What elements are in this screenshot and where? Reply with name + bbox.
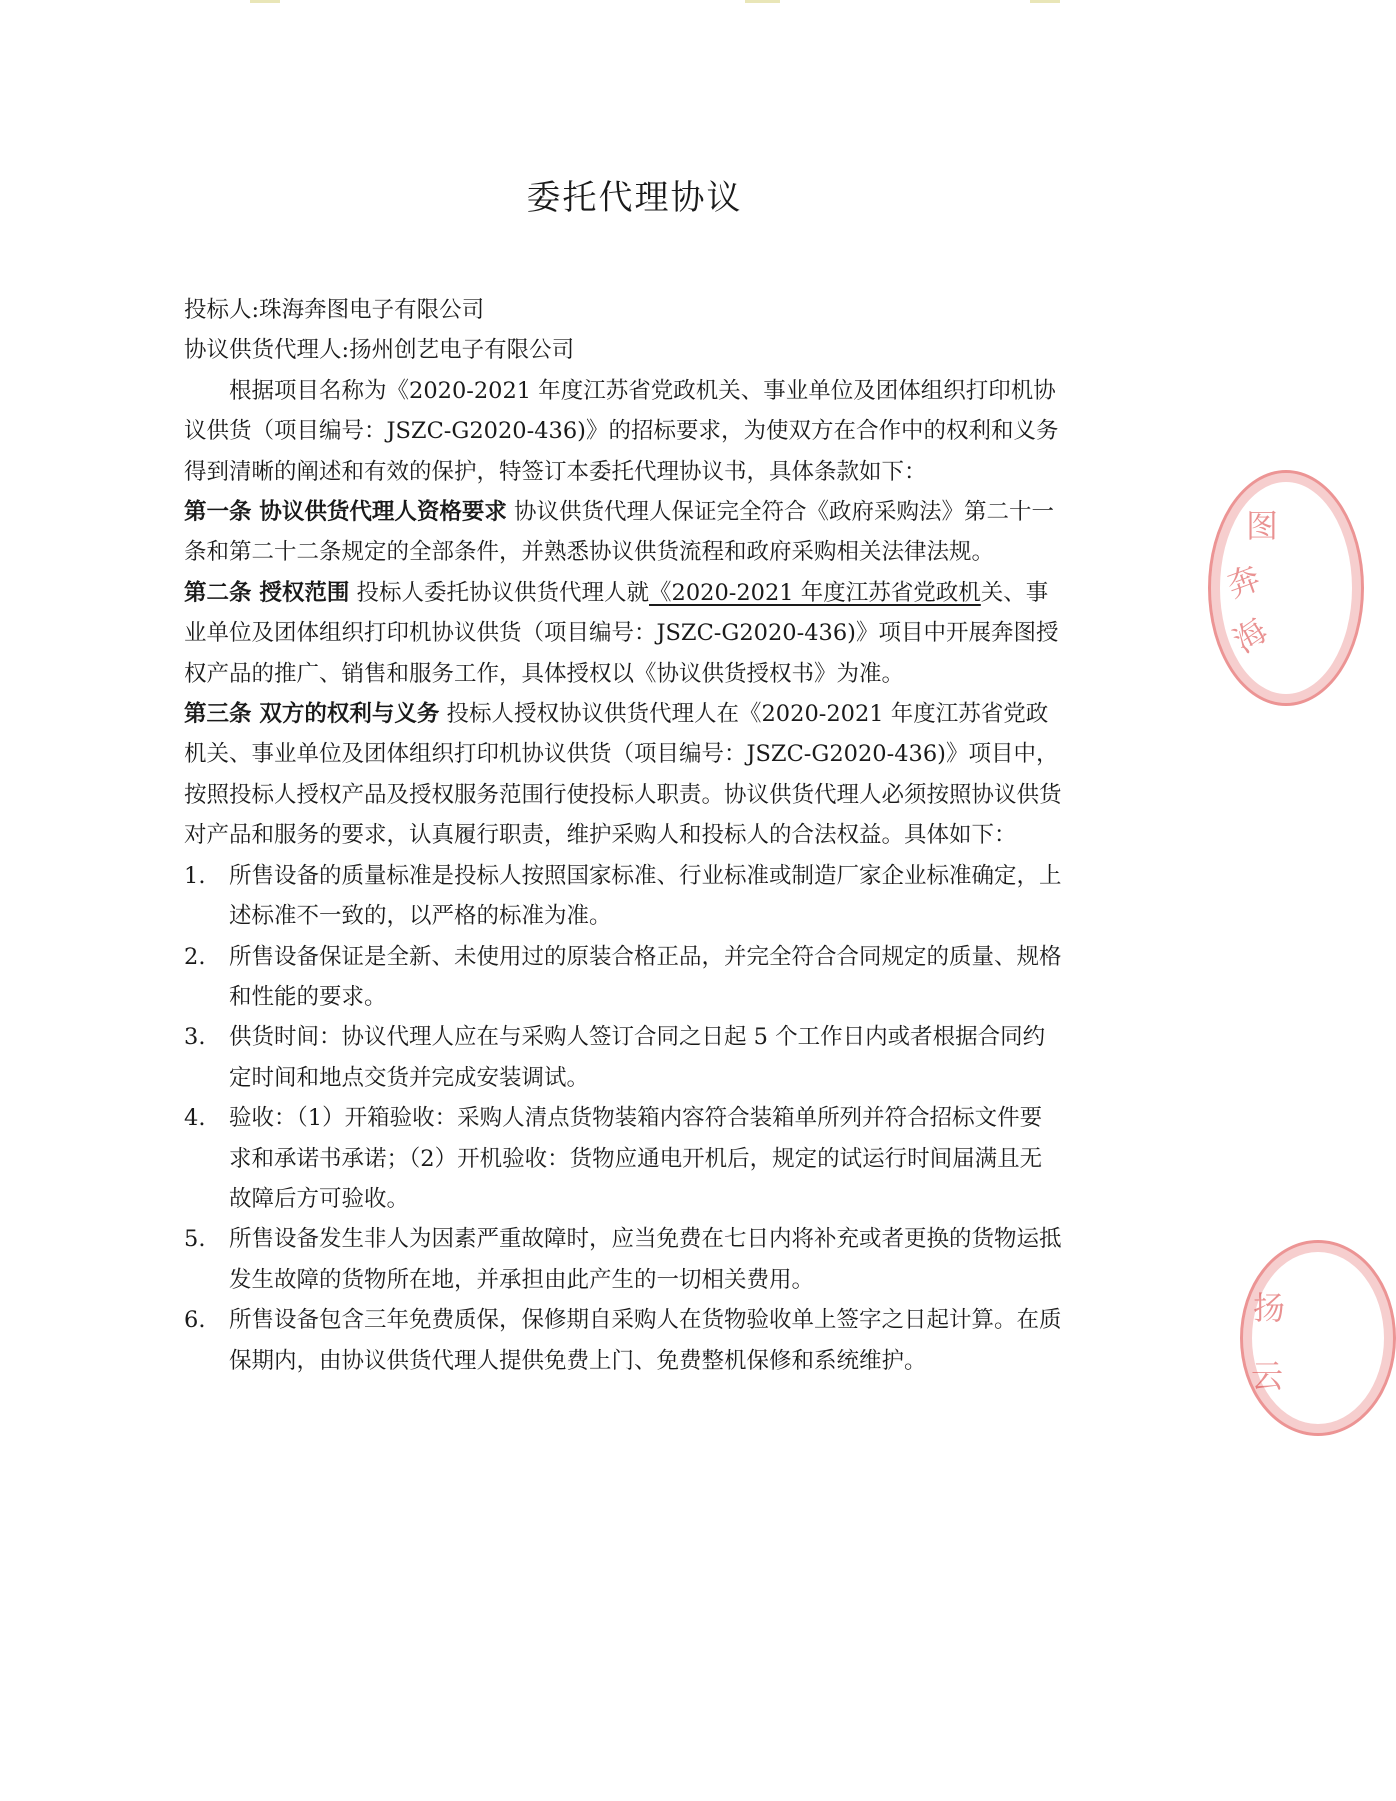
- seal-char: 扬: [1253, 1289, 1286, 1327]
- list-item: [184, 1098, 1064, 1219]
- list-item-number: 6.: [184, 1307, 206, 1334]
- article-3-heading: 第三条 双方的权利与义务: [184, 701, 440, 728]
- company-seal-stamp: [1208, 470, 1364, 706]
- list-item-number: 1.: [184, 862, 206, 889]
- list-item-text: 所售设备发生非人为因素严重故障时，应当免费在七日内将补充或者更换的货物运抵发生故障的货物所在地，并承担由此产生的一切相关费用。: [229, 1226, 1062, 1293]
- list-item: [184, 856, 1064, 937]
- list-item-number: 4.: [184, 1105, 206, 1132]
- list-item-text: 所售设备包含三年免费质保，保修期自采购人在货物验收单上签字之日起计算。在质保期内，由协议供货代理人提供免费上门、免费整机保修和系统维护。: [229, 1307, 1062, 1374]
- article-2: [184, 573, 1064, 694]
- agent-line: 协议供货代理人:扬州创艺电子有限公司: [184, 337, 575, 364]
- article-1-heading: 第一条 协议供货代理人资格要求: [184, 499, 507, 526]
- bidder-line: 投标人:珠海奔图电子有限公司: [184, 297, 485, 323]
- article-1: [184, 492, 1064, 573]
- seal-char: 海: [1226, 610, 1275, 661]
- list-item-text: 所售设备保证是全新、未使用过的原装合格正品，并完全符合合同规定的质量、规格和性能的要求。: [229, 943, 1062, 1010]
- list-item-number: 5.: [184, 1226, 206, 1253]
- list-item: [184, 1300, 1064, 1381]
- article-2-heading: 第二条 授权范围: [184, 579, 350, 606]
- document-body: [184, 290, 1064, 1381]
- seal-char: 奔: [1222, 558, 1266, 606]
- article-3: [184, 694, 1064, 856]
- list-item: [184, 937, 1064, 1018]
- list-item-text: 所售设备的质量标准是投标人按照国家标准、行业标准或制造厂家企业标准确定，上述标准不一致的，以严格的标准为准。: [229, 862, 1062, 930]
- list-item: [184, 1017, 1064, 1098]
- list-item-number: 3.: [184, 1024, 206, 1051]
- list-item: [184, 1219, 1064, 1300]
- article-3-text: 投标人授权协议供货代理人在《2020-2021 年度江苏省党政机关、事业单位及团体组织打印机协议供货（项目编号：JSZC-G2020-436)》项目中，按照投标人授权产品及授权服务范围行使投标人职责。协议供货代理人必须按照协议供货对产品和服务的要求，认真履行职责，维护采购人和投标人的合法权益。具体如下：: [184, 701, 1062, 849]
- intro-paragraph: 根据项目名称为《2020-2021 年度江苏省党政机关、事业单位及团体组织打印机协议供货（项目编号：JSZC-G2020-436)》的招标要求，为使双方在合作中的权利和义务得到清晰的阐述和有效的保护，特签订本委托代理协议书，具体条款如下：: [184, 377, 1059, 485]
- obligations-list: [184, 856, 1064, 1381]
- list-item-text: 供货时间：协议代理人应在与采购人签订合同之日起 5 个工作日内或者根据合同约定时间和地点交货并完成安装调试。: [229, 1024, 1046, 1091]
- agent-seal-stamp: [1240, 1240, 1396, 1436]
- list-item-number: 2.: [184, 943, 206, 970]
- article-1-text: 协议供货代理人保证完全符合《政府采购法》第二十一条和第二十二条规定的全部条件，并熟悉协议供货流程和政府采购相关法律法规。: [184, 499, 1054, 566]
- document-title: 委托代理协议: [526, 178, 743, 218]
- seal-char: 图: [1246, 507, 1279, 545]
- article-2-text-after: 关、事业单位及团体组织打印机协议供货（项目编号：JSZC-G2020-436)》项目中开展奔图授权产品的推广、销售和服务工作，具体授权以《协议供货授权书》为准。: [184, 579, 1059, 687]
- article-2-text-underlined: 《2020-2021 年度江苏省党政机: [649, 579, 981, 606]
- seal-char: 云: [1251, 1357, 1284, 1395]
- list-item-text: 验收：（1）开箱验收：采购人清点货物装箱内容符合装箱单所列并符合招标文件要求和承诺书承诺；（2）开机验收：货物应通电开机后，规定的试运行时间届满且无故障后方可验收。: [229, 1105, 1043, 1212]
- article-2-text-before: 投标人委托协议供货代理人就: [349, 579, 649, 606]
- scan-edge-marks: [0, 0, 1269, 6]
